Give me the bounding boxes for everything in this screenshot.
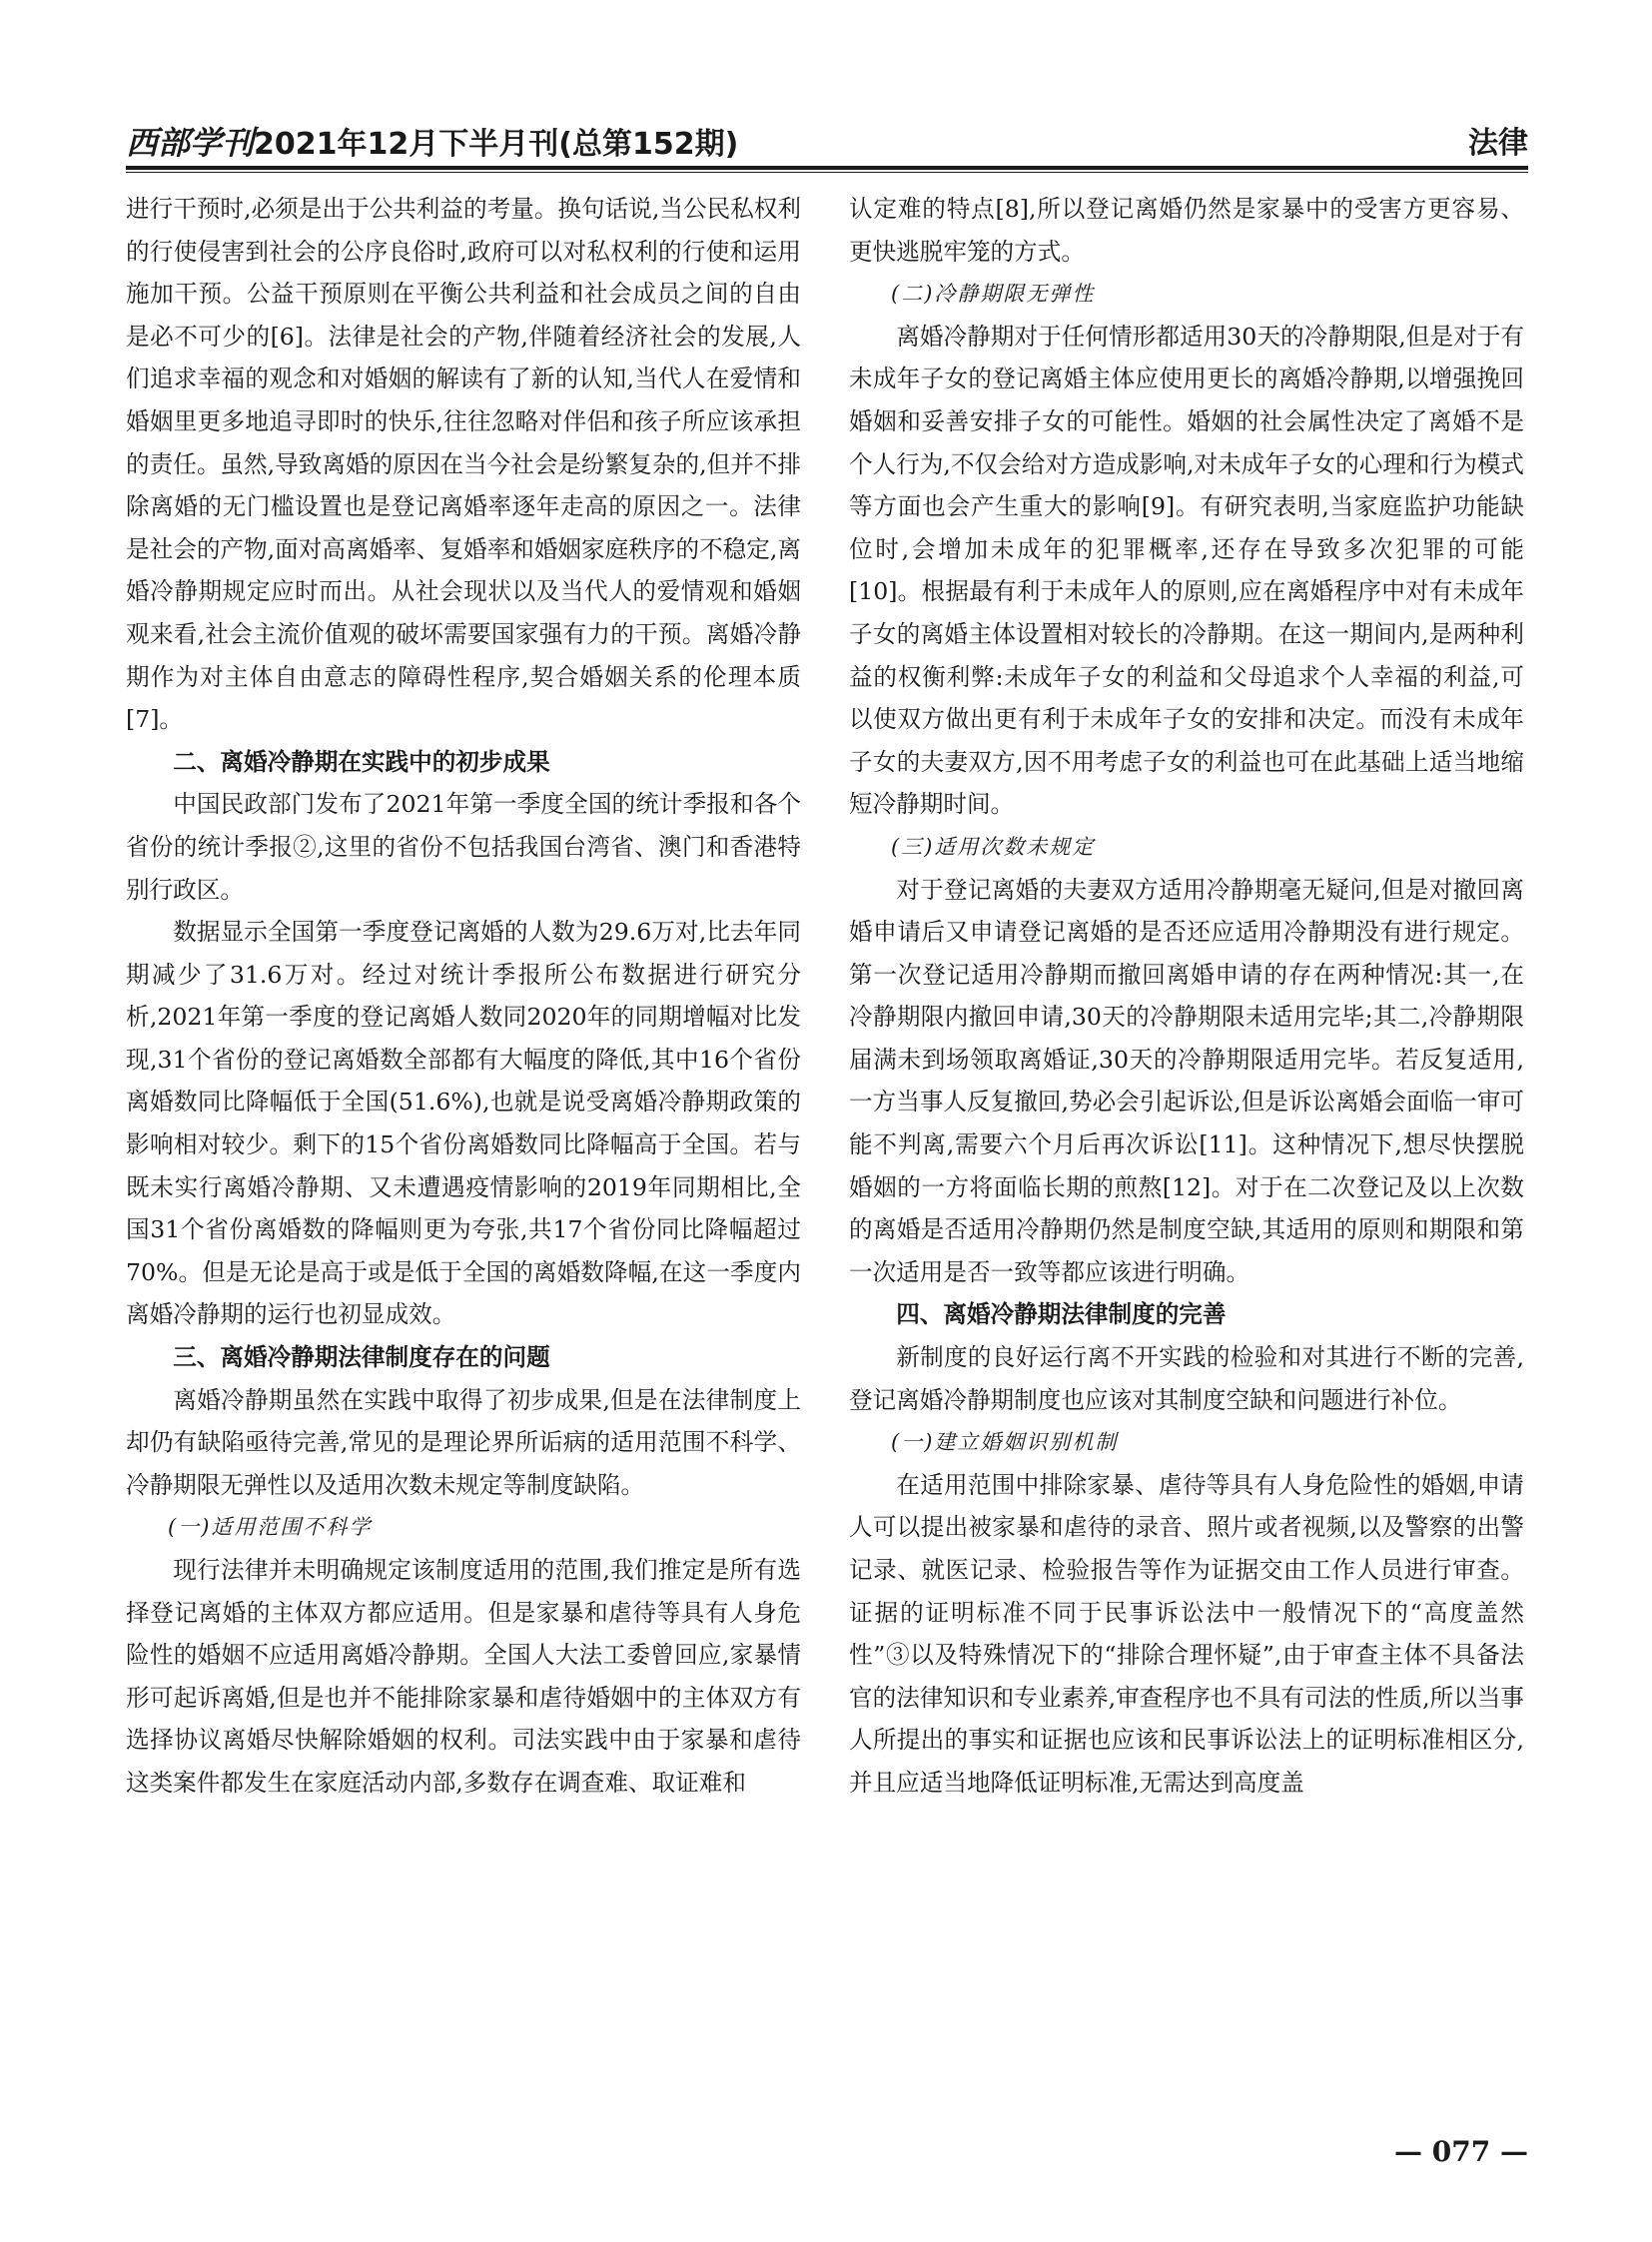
section-name: 法律	[1468, 126, 1528, 161]
section-heading: 三、离婚冷静期法律制度存在的问题	[173, 1343, 550, 1372]
section-heading: 四、离婚冷静期法律制度的完善	[896, 1300, 1227, 1329]
subsection-heading: (一)适用范围不科学	[168, 1515, 373, 1540]
subsection-heading: (三)适用次数未规定	[891, 834, 1096, 859]
paragraph: 中国民政部门发布了2021年第一季度全国的统计季报和各个省份的统计季报②,这里的省份不包括我国台湾省、澳门和香港特别行政区。	[126, 790, 801, 904]
issue-info: 2021年12月下半月刊(总第152期)	[254, 127, 739, 162]
header-rule	[126, 166, 1528, 170]
subsection-heading: (二)冷静期限无弹性	[891, 282, 1096, 307]
paragraph: 新制度的良好运行离不开实践的检验和对其进行不断的完善,登记离婚冷静期制度也应该对其制度空缺和问题进行补位。	[849, 1343, 1524, 1414]
page-number: — 077 —	[1394, 2135, 1528, 2168]
paragraph: 离婚冷静期对于任何情形都适用30天的冷静期限,但是对于有未成年子女的登记离婚主体应使用更长的离婚冷静期,以增强挽回婚姻和妥善安排子女的可能性。婚姻的社会属性决定了离婚不是个人行为,不仅会给对方造成影响,对未成年子女的心理和行为模式等方面也会产生重大的影响[9]。有研究表明,当家庭监护功能缺位时,会增加未成年的犯罪概率,还存在导致多次犯罪的可能[10]。根据最有利于未成年人的原则,应在离婚程序中对有未成年子女的离婚主体设置相对较长的冷静期。在这一期间内,是两种利益的权衡利弊:未成年子女的利益和父母追求个人幸福的利益,可以使双方做出更有利于未成年子女的安排和决定。而没有未成年子女的夫妻双方,因不用考虑子女的利益也可在此基础上适当地缩短冷静期时间。	[849, 322, 1524, 819]
paragraph: 数据显示全国第一季度登记离婚的人数为29.6万对,比去年同期减少了31.6万对。经过对统计季报所公布数据进行研究分析,2021年第一季度的登记离婚人数同2020年的同期增幅对比发现,31个省份的登记离婚数全部都有大幅度的降低,其中16个省份离婚数同比降幅低于全国(51.6%),也就是说受离婚冷静期政策的影响相对较少。剩下的15个省份离婚数同比降幅高于全国。若与既未实行离婚冷静期、又未遭遇疫情影响的2019年同期相比,全国31个省份离婚数的降幅则更为夸张,共17个省份同比降幅超过70%。但是无论是高于或是低于全国的离婚数降幅,在这一季度内离婚冷静期的运行也初显成效。	[126, 918, 801, 1329]
left-column	[126, 188, 801, 1805]
running-header	[126, 110, 1528, 172]
paragraph: 认定难的特点[8],所以登记离婚仍然是家暴中的受害方更容易、更快逃脱牢笼的方式。	[849, 195, 1524, 266]
paragraph: 进行干预时,必须是出于公共利益的考量。换句话说,当公民私权利的行使侵害到社会的公序良俗时,政府可以对私权利的行使和运用施加干预。公益干预原则在平衡公共利益和社会成员之间的自由是必不可少的[6]。法律是社会的产物,伴随着经济社会的发展,人们追求幸福的观念和对婚姻的解读有了新的认知,当代人在爱情和婚姻里更多地追寻即时的快乐,往往忽略对伴侣和孩子所应该承担的责任。虽然,导致离婚的原因在当今社会是纷繁复杂的,但并不排除离婚的无门槛设置也是登记离婚率逐年走高的原因之一。法律是社会的产物,面对高离婚率、复婚率和婚姻家庭秩序的不稳定,离婚冷静期规定应时而出。从社会现状以及当代人的爱情观和婚姻观来看,社会主流价值观的破坏需要国家强有力的干预。离婚冷静期作为对主体自由意志的障碍性程序,契合婚姻关系的伦理本质[7]。	[126, 195, 801, 734]
section-heading: 二、离婚冷静期在实践中的初步成果	[173, 747, 550, 776]
paragraph: 对于登记离婚的夫妻双方适用冷静期毫无疑问,但是对撤回离婚申请后又申请登记离婚的是否还应适用冷静期没有进行规定。第一次登记适用冷静期而撤回离婚申请的存在两种情况:其一,在冷静期限内撤回申请,30天的冷静期限未适用完毕;其二,冷静期限届满未到场领取离婚证,30天的冷静期限适用完毕。若反复适用,一方当事人反复撤回,势必会引起诉讼,但是诉讼离婚会面临一审可能不判离,需要六个月后再次诉讼[11]。这种情况下,想尽快摆脱婚姻的一方将面临长期的煎熬[12]。对于在二次登记及以上次数的离婚是否适用冷静期仍然是制度空缺,其适用的原则和期限和第一次适用是否一致等都应该进行明确。	[849, 875, 1524, 1286]
paragraph: 在适用范围中排除家暴、虐待等具有人身危险性的婚姻,申请人可以提出被家暴和虐待的录音、照片或者视频,以及警察的出警记录、就医记录、检验报告等作为证据交由工作人员进行审查。证据的证明标准不同于民事诉讼法中一般情况下的“高度盖然性”③以及特殊情况下的“排除合理怀疑”,由于审查主体不具备法官的法律知识和专业素养,审查程序也不具有司法的性质,所以当事人所提出的事实和证据也应该和民事诉讼法上的证明标准相区分,并且应适当地降低证明标准,无需达到高度盖	[849, 1470, 1524, 1797]
right-column	[849, 188, 1524, 1805]
header-rule-thin	[126, 172, 1528, 173]
paragraph: 现行法律并未明确规定该制度适用的范围,我们推定是所有选择登记离婚的主体双方都应适用。但是家暴和虐待等具有人身危险性的婚姻不应适用离婚冷静期。全国人大法工委曾回应,家暴情形可起诉离婚,但是也并不能排除家暴和虐待婚姻中的主体双方有选择协议离婚尽快解除婚姻的权利。司法实践中由于家暴和虐待这类案件都发生在家庭活动内部,多数存在调查难、取证难和	[126, 1556, 801, 1797]
subsection-heading: (一)建立婚姻识别机制	[891, 1430, 1119, 1455]
paragraph: 离婚冷静期虽然在实践中取得了初步成果,但是在法律制度上却仍有缺陷亟待完善,常见的是理论界所诟病的适用范围不科学、冷静期限无弹性以及适用次数未规定等制度缺陷。	[126, 1385, 801, 1499]
journal-masthead	[126, 118, 738, 164]
journal-logo: 西部学刊	[126, 124, 255, 162]
